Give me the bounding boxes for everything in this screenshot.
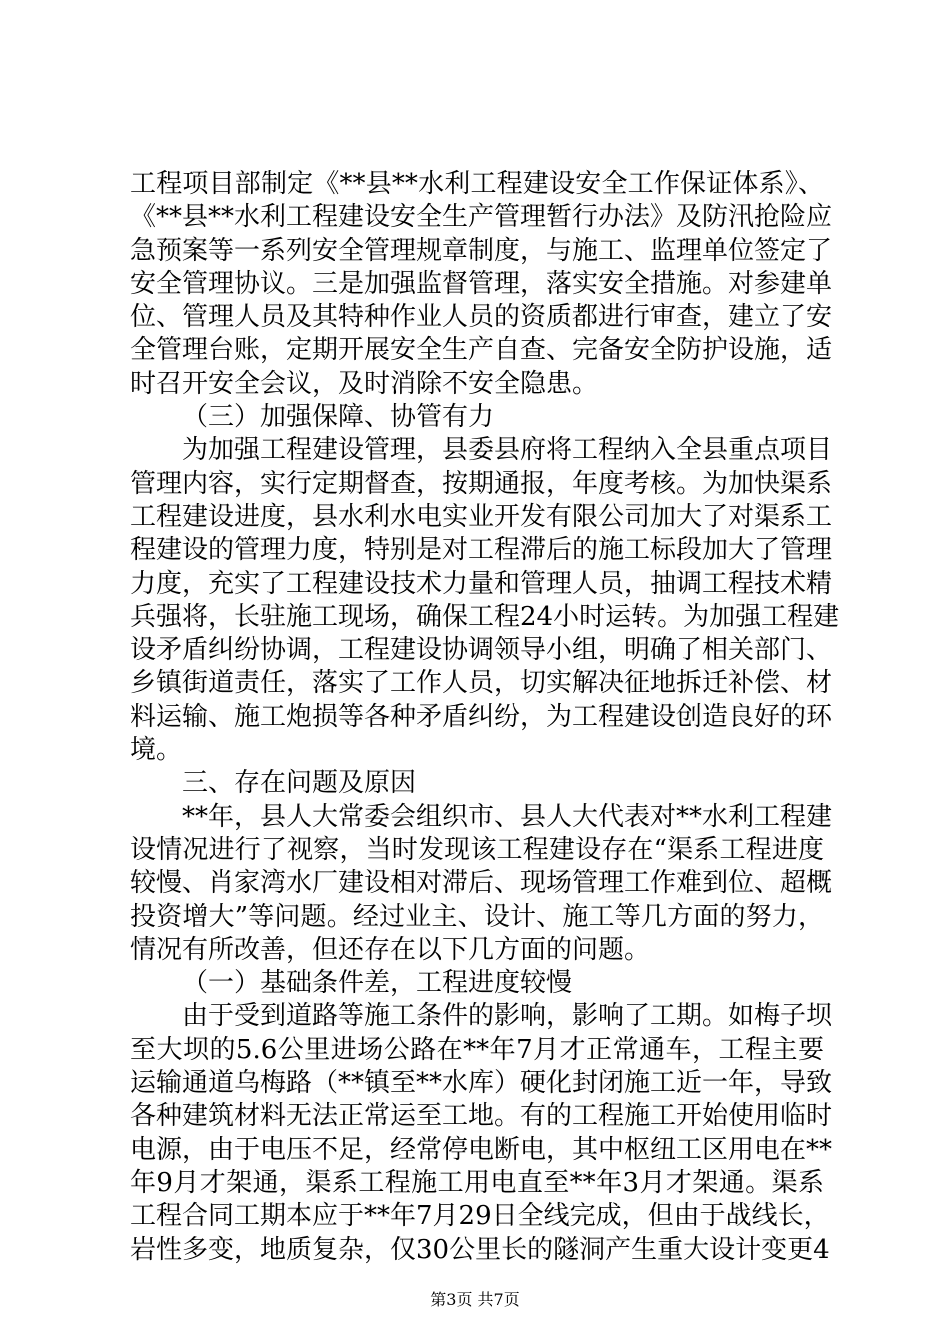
text-line: 运输通道乌梅路（**镇至**水库）硬化封闭施工近一年，导致 — [130, 1068, 833, 1099]
text-line: 程建设的管理力度，特别是对工程滞后的施工标段加大了管理 — [130, 535, 833, 566]
text-line: 境。 — [130, 735, 183, 766]
text-line: 设情况进行了视察，当时发现该工程建设存在“渠系工程进度 — [130, 834, 824, 865]
text-line: 情况有所改善，但还存在以下几方面的问题。 — [130, 934, 651, 965]
text-line: 由于受到道路等施工条件的影响，影响了工期。如梅子坝 — [182, 1001, 833, 1032]
text-line: 三、存在问题及原因 — [182, 768, 417, 799]
text-line: 力度，充实了工程建设技术力量和管理人员，抽调工程技术精 — [130, 568, 833, 599]
text-line: 工程项目部制定《**县**水利工程建设安全工作保证体系》、 — [130, 169, 824, 199]
text-line: 较慢、肖家湾水厂建设相对滞后、现场管理工作难到位、超概 — [130, 868, 833, 899]
text-line: 全管理台账，定期开展安全生产自查、完备安全防护设施，适 — [130, 335, 833, 366]
text-line: 投资增大”等问题。经过业主、设计、施工等几方面的努力， — [130, 901, 824, 932]
text-line: 岩性多变，地质复杂，仅30公里长的隧洞产生重大设计变更4 — [130, 1234, 830, 1265]
text-line: **年，县人大常委会组织市、县人大代表对**水利工程建 — [182, 801, 833, 832]
text-line: 料运输、施工炮损等各种矛盾纠纷，为工程建设创造良好的环 — [130, 701, 833, 732]
text-line: 急预案等一系列安全管理规章制度，与施工、监理单位签定了 — [130, 235, 833, 266]
text-line: 工程建设进度，县水利水电实业开发有限公司加大了对渠系工 — [130, 501, 833, 532]
section-heading-line: （一）基础条件差，工程进度较慢 — [182, 968, 573, 999]
text-line: 年9月才架通，渠系工程施工用电直至**年3月才架通。渠系 — [130, 1167, 824, 1198]
text-line: 管理内容，实行定期督查，按期通报，年度考核。为加快渠系 — [130, 468, 833, 499]
text-line: 《**县**水利工程建设安全生产管理暂行办法》及防汛抢险应 — [130, 202, 833, 233]
text-line: 时召开安全会议，及时消除不安全隐患。 — [130, 368, 599, 399]
text-line: 各种建筑材料无法正常运至工地。有的工程施工开始使用临时 — [130, 1101, 833, 1132]
text-line: 为加强工程建设管理，县委县府将工程纳入全县重点项目 — [182, 435, 833, 466]
document-body — [130, 168, 840, 1267]
text-line: 电源，由于电压不足，经常停电断电，其中枢纽工区用电在** — [130, 1134, 833, 1165]
text-line: 兵强将，长驻施工现场，确保工程24小时运转。为加强工程建 — [130, 601, 840, 632]
text-line: 设矛盾纠纷协调，工程建设协调领导小组，明确了相关部门、 — [130, 635, 833, 666]
text-line: 乡镇街道责任，落实了工作人员，切实解决征地拆迁补偿、材 — [130, 668, 833, 699]
text-line: 安全管理协议。三是加强监督管理，落实安全措施。对参建单 — [130, 268, 833, 299]
text-line: 工程合同工期本应于**年7月29日全线完成，但由于战线长， — [130, 1201, 830, 1232]
page-number-footer: 第3页 共7页 — [430, 1290, 520, 1309]
section-heading-line: （三）加强保障、协管有力 — [182, 402, 495, 433]
text-line: 位、管理人员及其特种作业人员的资质都进行审查，建立了安 — [130, 302, 833, 333]
text-line: 至大坝的5.6公里进场公路在**年7月才正常通车，工程主要 — [130, 1034, 824, 1065]
